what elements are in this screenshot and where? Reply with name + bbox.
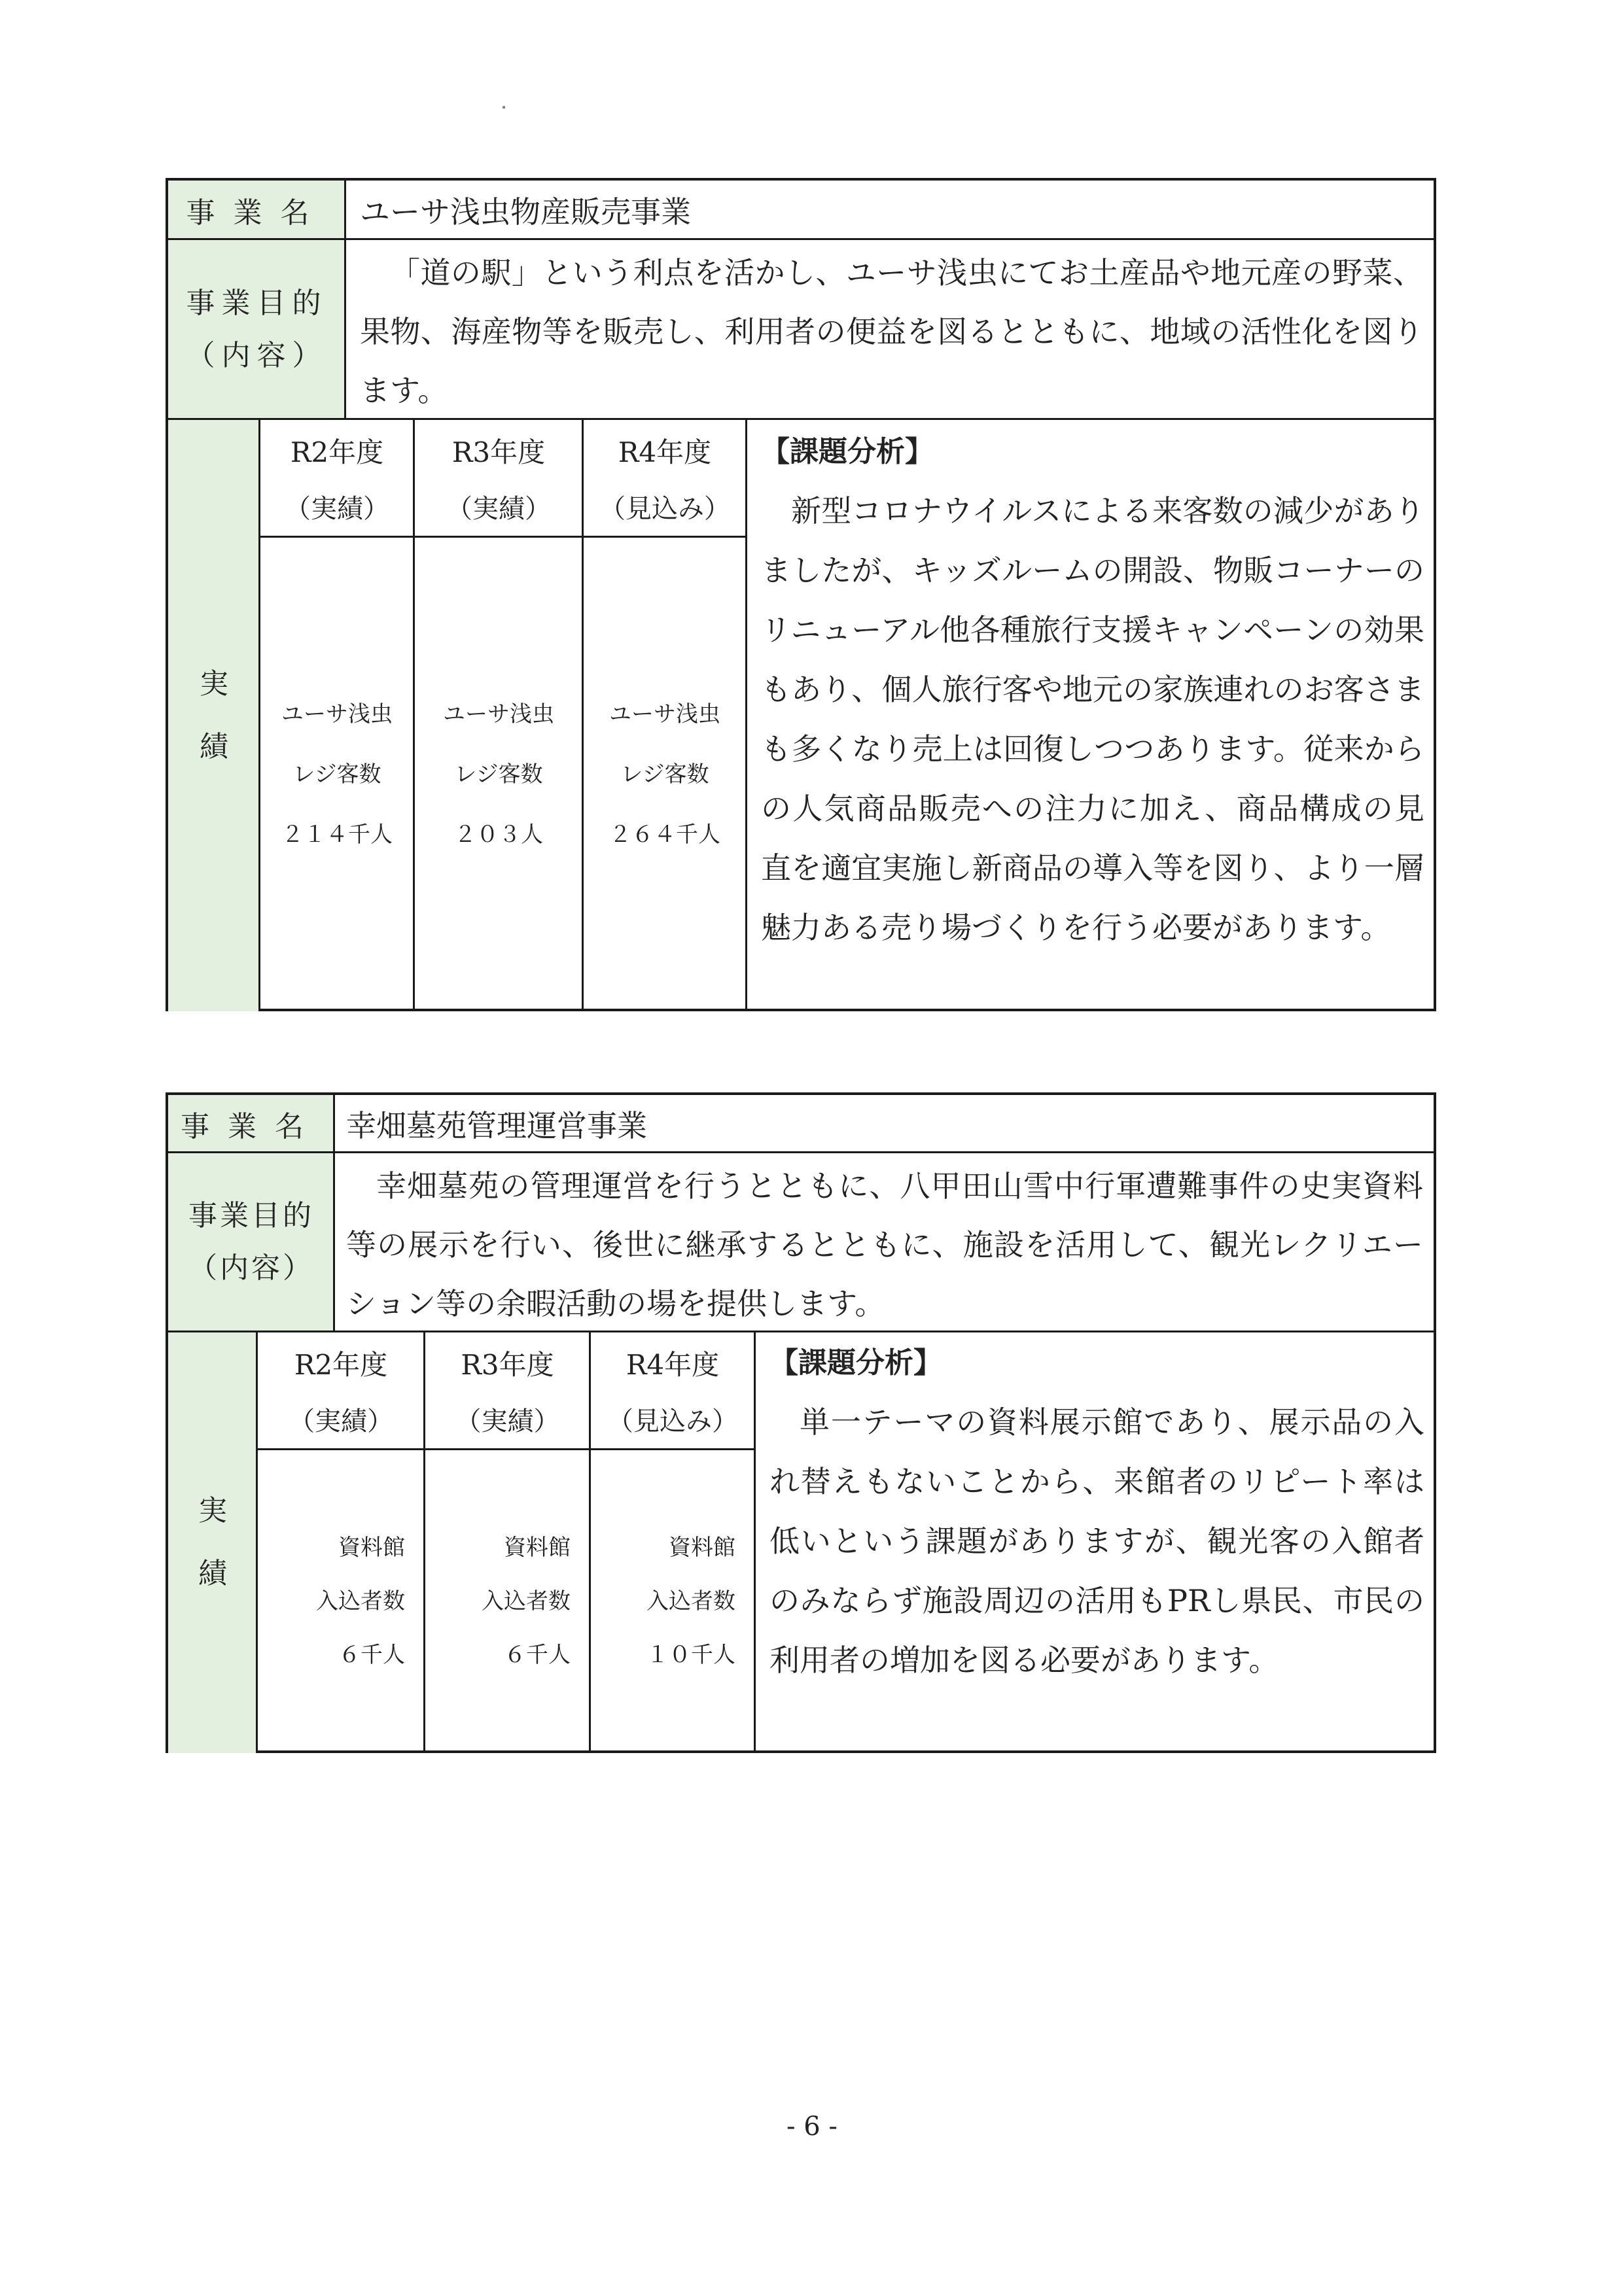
purpose-label-main: 事業目的: [188, 1199, 314, 1232]
purpose-label-sub: （内容）: [188, 1251, 314, 1285]
divider: [168, 238, 1436, 240]
stat-line2: 入込者数: [482, 1588, 571, 1614]
analysis-text: 単一テーマの資料展示館であり、展示品の入れ替えもないことから、来館者のリピート率は低いという課題がありますが、観光客の入館者のみならず施設周辺の活用もPRし県民、市民の利用者の増加を図る必要があります。: [769, 1404, 1424, 1678]
year-status: （見込み）: [599, 494, 730, 524]
year-label: R4年度: [618, 436, 712, 468]
stat-value: ２０３人: [454, 821, 543, 848]
results-label-1: 実: [200, 667, 228, 701]
year-label: R2年度: [290, 436, 384, 468]
stat-line2: レジ客数: [620, 761, 709, 788]
stat-line1: 資料館: [338, 1535, 405, 1561]
page-number: - 6 -: [786, 2112, 838, 2142]
project-table-1: [166, 178, 1436, 1011]
stat-value: ６千人: [504, 1642, 571, 1668]
year-header-r4: [590, 1332, 755, 1450]
stat-value: ６千人: [338, 1642, 405, 1668]
year-status: （実績）: [289, 1406, 393, 1436]
analysis-cell: [747, 419, 1436, 1011]
analysis-heading: 【課題分析】: [769, 1346, 942, 1380]
year-label: R3年度: [451, 436, 546, 468]
stat-line2: レジ客数: [454, 761, 543, 788]
stat-r2: [257, 1450, 425, 1753]
divider: [344, 181, 346, 419]
year-header-r2: [257, 1332, 425, 1450]
results-label: [168, 419, 260, 1011]
divider: [168, 418, 1436, 420]
divider: [754, 1332, 756, 1753]
stat-r2: [260, 537, 414, 1011]
divider: [257, 1448, 755, 1450]
year-status: （実績）: [446, 494, 551, 524]
year-header-r4: [583, 419, 747, 537]
divider: [256, 1332, 258, 1753]
stat-line2: 入込者数: [646, 1588, 735, 1614]
analysis-heading: 【課題分析】: [761, 435, 934, 468]
analysis-text: 新型コロナウイルスによる来客数の減少がありましたが、キッズルームの開設、物販コーナーのリニューアル他各種旅行支援キャンペーンの効果もあり、個人旅行客や地元の家族連れのお客さまも多くなり売上は回復しつつあります。従来からの人気商品販売への注力に加え、商品構成の見直を適宜実施し新商品の導入等を図り、より一層魅力ある売り場づくりを行う必要があります。: [761, 493, 1424, 945]
year-label: R4年度: [626, 1349, 720, 1381]
stat-value: ２１４千人: [281, 821, 393, 848]
stat-line1: 資料館: [504, 1535, 571, 1561]
year-label: R2年度: [294, 1349, 388, 1381]
divider: [333, 1095, 335, 1332]
project-name-label: 事業名: [168, 1095, 334, 1153]
stat-line2: 入込者数: [316, 1588, 405, 1614]
divider: [260, 536, 747, 538]
divider: [589, 1332, 591, 1753]
project-table-2: [166, 1092, 1436, 1753]
year-header-r2: [260, 419, 414, 537]
purpose-label: [168, 1153, 334, 1332]
purpose-label: [168, 239, 345, 419]
purpose-label-main: 事業目的: [186, 286, 328, 320]
year-status: （見込み）: [607, 1406, 738, 1436]
year-label: R3年度: [461, 1349, 554, 1381]
stat-r3: [425, 1450, 590, 1753]
stat-value: ２６４千人: [609, 821, 720, 848]
year-status: （実績）: [455, 1406, 560, 1436]
divider: [258, 419, 260, 1011]
stat-value: １０千人: [646, 1642, 735, 1668]
project-name: ユーサ浅虫物産販売事業: [360, 194, 691, 230]
year-header-r3: [425, 1332, 590, 1450]
results-label-2: 績: [198, 1557, 227, 1590]
purpose-text: 幸畑墓苑の管理運営を行うとともに、八甲田山雪中行軍遭難事件の史実資料等の展示を行い、後世に継承するとともに、施設を活用して、観光レクリエーション等の余暇活動の場を提供します。: [346, 1168, 1423, 1321]
divider: [423, 1332, 425, 1753]
purpose-text: 「道の駅」という利点を活かし、ユーサ浅虫にてお土産品や地元産の野菜、果物、海産物等を販売し、利用者の便益を図るとともに、地域の活性化を図ります。: [360, 255, 1424, 408]
stat-line1: ユーサ浅虫: [443, 701, 554, 727]
year-status: （実績）: [285, 494, 389, 524]
divider: [168, 1331, 1436, 1332]
year-header-r3: [414, 419, 583, 537]
results-label: [168, 1332, 257, 1753]
project-name-label: 事業名: [168, 181, 345, 239]
purpose-label-sub: （内容）: [186, 338, 328, 372]
stat-r3: [414, 537, 583, 1011]
stat-line2: レジ客数: [292, 761, 381, 788]
stat-line1: 資料館: [669, 1535, 735, 1561]
results-label-2: 績: [200, 729, 228, 763]
divider: [745, 419, 747, 1011]
stat-line1: ユーサ浅虫: [609, 701, 720, 727]
divider: [582, 419, 584, 1011]
divider: [413, 419, 415, 1011]
divider: [168, 1151, 1436, 1153]
analysis-cell: [755, 1332, 1436, 1753]
project-name: 幸畑墓苑管理運営事業: [346, 1108, 647, 1143]
stat-r4: [583, 537, 747, 1011]
stat-line1: ユーサ浅虫: [281, 701, 393, 727]
scan-speck: [503, 106, 505, 109]
results-label-1: 実: [198, 1494, 227, 1527]
stat-r4: [590, 1450, 755, 1753]
